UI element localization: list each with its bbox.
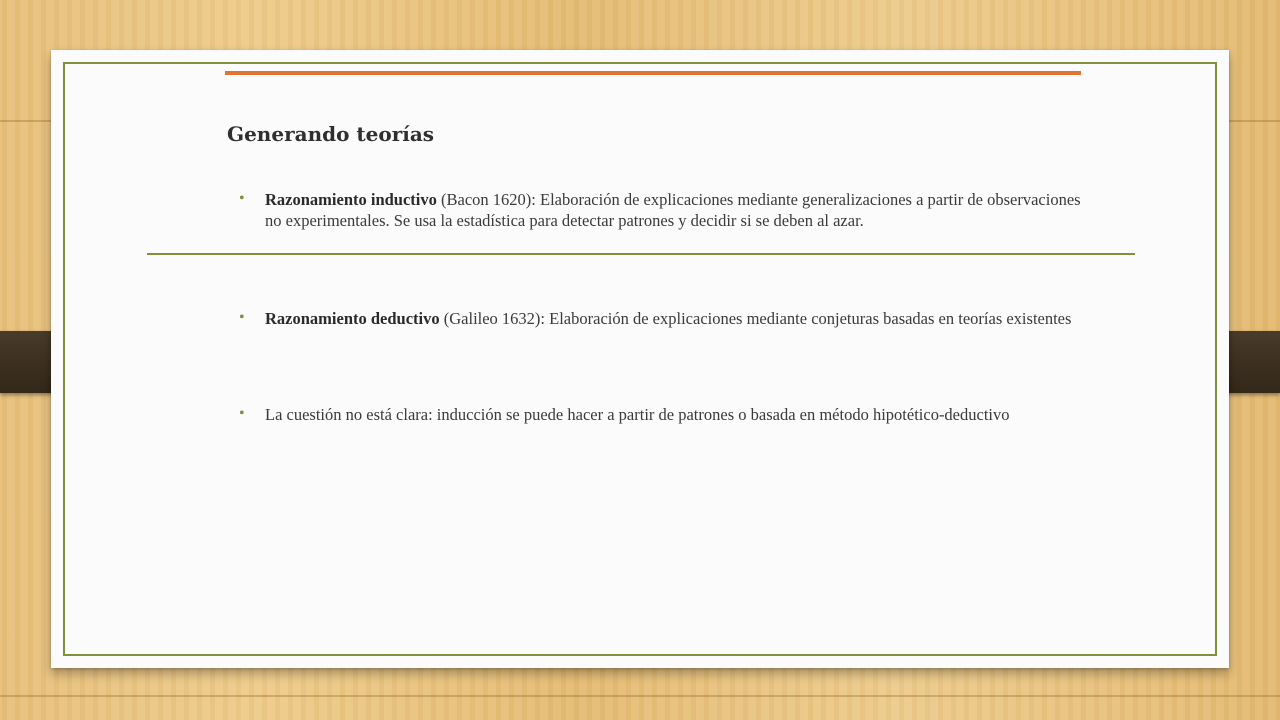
bullet-item-deductive (241, 308, 1091, 329)
bullet-description: La cuestión no está clara: inducción se puede hacer a partir de patrones o basada en método hipotético-deductivo (265, 405, 1010, 424)
bullet-term: Razonamiento deductivo (265, 309, 440, 328)
bullet-item-question (241, 404, 1091, 425)
slide-paper (51, 50, 1229, 668)
slide-title: Generando teorías (227, 122, 435, 146)
bullet-dot-icon: • (239, 309, 245, 326)
bullet-term: Razonamiento inductivo (265, 190, 437, 209)
bullet-description: (Galileo 1632): Elaboración de explicaciones mediante conjeturas basadas en teorías existentes (439, 309, 1072, 328)
bullet-dot-icon: • (239, 190, 245, 207)
wood-plank-seam (0, 695, 1280, 697)
bullet-dot-icon: • (239, 405, 245, 422)
slide-divider-line (147, 253, 1135, 255)
slide-frame (63, 62, 1217, 656)
bullet-text (265, 189, 1091, 231)
bullet-text (265, 404, 1091, 425)
bullet-description: (Bacon 1620): Elaboración de explicaciones mediante generalizaciones a partir de observaciones no experimentales. Se usa la estadística para detectar patrones y decidir si se deben al azar. (265, 190, 1081, 230)
bullet-item-inductive (241, 189, 1091, 231)
bullet-text (265, 308, 1091, 329)
title-accent-line (225, 71, 1081, 75)
